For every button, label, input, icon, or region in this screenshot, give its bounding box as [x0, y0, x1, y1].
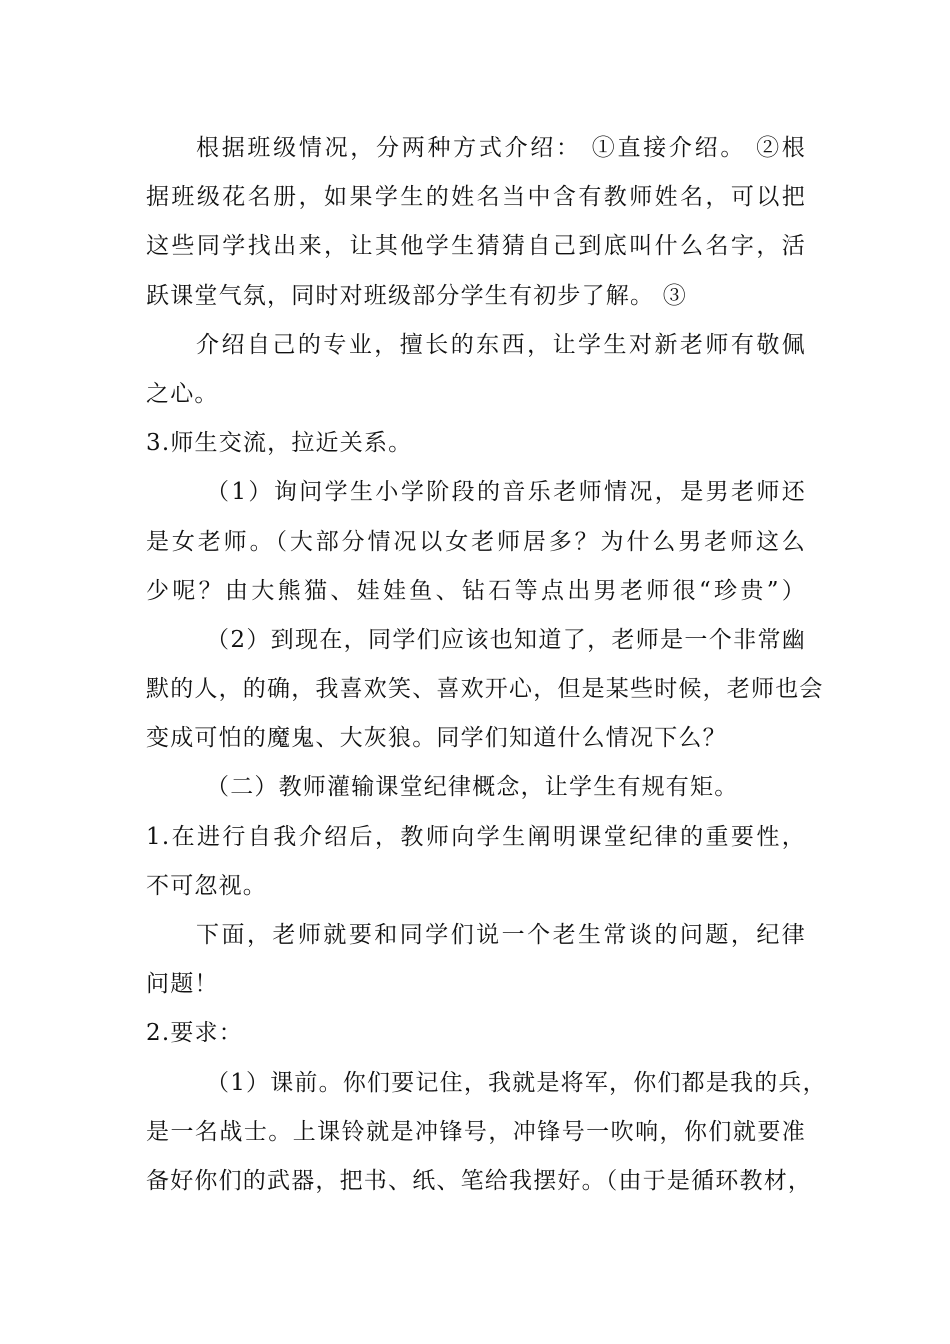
paragraph-line: 是一名战士。上课铃就是冲锋号，冲锋号一吹响，你们就要准 [146, 1118, 806, 1145]
paragraph-line: （1）课前。你们要记住，我就是将军，你们都是我的兵， [206, 1069, 827, 1096]
paragraph-line: （1）询问学生小学阶段的音乐老师情况，是男老师还 [206, 479, 806, 506]
paragraph-line: 下面，老师就要和同学们说一个老生常谈的问题，纪律 [196, 922, 806, 948]
paragraph-line: 介绍自己的专业，擅长的东西，让学生对新老师有敬佩 [196, 331, 806, 358]
section-heading: （二）教师灌输课堂纪律概念，让学生有规有矩。 [206, 774, 739, 801]
paragraph-line: 据班级花名册，如果学生的姓名当中含有教师姓名，可以把 [146, 184, 806, 211]
paragraph-line: 变成可怕的魔鬼、大灰狼。同学们知道什么情况下么？ [146, 725, 727, 752]
paragraph-line: 不可忽视。 [146, 872, 267, 899]
section-heading: 3.师生交流，拉近关系。 [146, 430, 413, 457]
document-body [146, 124, 827, 1206]
paragraph-line: 备好你们的武器，把书、纸、笔给我摆好。（由于是循环教材， [146, 1167, 813, 1194]
paragraph-line: 问题！ [146, 971, 219, 998]
paragraph-line: 根据班级情况，分两种方式介绍： ①直接介绍。 ②根 [196, 135, 806, 161]
paragraph-line: （2）到现在，同学们应该也知道了，老师是一个非常幽 [206, 626, 806, 653]
paragraph-line: 默的人，的确，我喜欢笑、喜欢开心，但是某些时候，老师也会 [146, 676, 824, 703]
paragraph-line: 跃课堂气氛，同时对班级部分学生有初步了解。 ③ [146, 282, 687, 309]
paragraph-line: 1.在进行自我介绍后，教师向学生阐明课堂纪律的重要性， [146, 823, 806, 850]
paragraph-line: 是女老师。（大部分情况以女老师居多？为什么男老师这么 [146, 528, 806, 555]
paragraph-line: 之心。 [146, 380, 219, 407]
paragraph-line: 这些同学找出来，让其他学生猜猜自己到底叫什么名字，活 [146, 233, 806, 260]
paragraph-line: 少呢？由大熊猫、娃娃鱼、钻石等点出男老师很“珍贵”） [146, 577, 806, 604]
section-heading: 2.要求： [146, 1020, 243, 1047]
